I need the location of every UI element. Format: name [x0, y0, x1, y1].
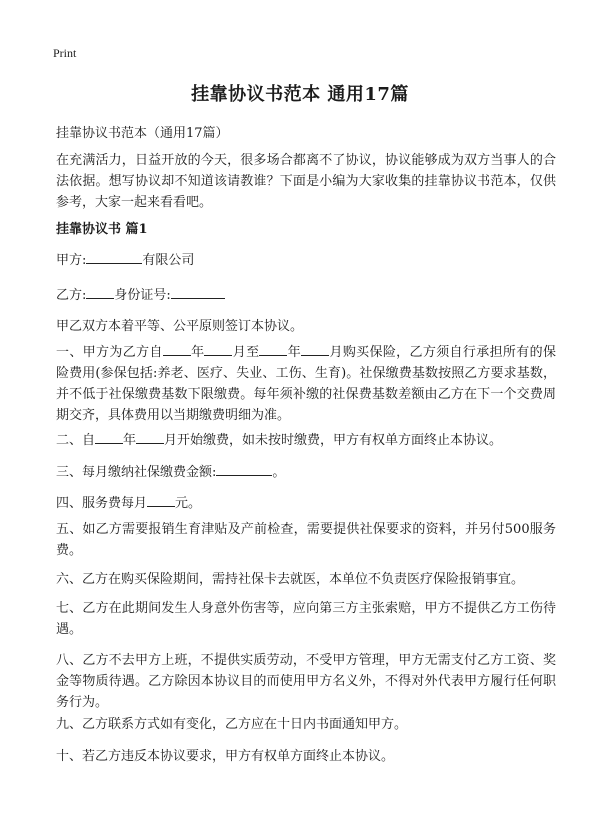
clause-7: 七、乙方在此期间发生人身意外伤害等，应向第三方主张索赔，甲方不提供乙方工伤待遇。 [56, 601, 556, 637]
party-b-label: 乙方: [56, 288, 87, 303]
clause-1-text-c: 月至 [232, 345, 260, 360]
party-a-blank [86, 251, 142, 264]
clause-2-text-b: 年 [123, 433, 137, 448]
clause-3-text-a: 三、每月缴纳社保缴费金额: [56, 465, 217, 480]
clause-1 [56, 342, 556, 426]
clause-8: 八、乙方不去甲方上班，不提供实质劳动，不受甲方管理，甲方无需支付乙方工资、奖金等物质待遇。乙方除因本协议目的而使用甲方名义外，不得对外代表甲方履行任何职务行为。 [56, 653, 556, 710]
clause-2-text-c: 月开始缴费，如未按时缴费，甲方有权单方面终止本协议。 [164, 433, 503, 448]
document-subtitle: 挂靠协议书范本（通用17篇） [56, 126, 229, 141]
clause-3-blank-amount [216, 463, 272, 476]
clause-3 [56, 461, 285, 480]
clause-2 [56, 429, 502, 448]
clause-1-blank-month-start [204, 343, 232, 356]
clause-10: 十、若乙方违反本协议要求，甲方有权单方面终止本协议。 [56, 749, 395, 764]
clause-5: 五、如乙方需要报销生育津贴及产前检查，需要提供社保要求的资料，并另付500服务费。 [56, 522, 556, 558]
page-title: 挂靠协议书范本 通用17篇 [191, 84, 409, 105]
clause-1-blank-month-end [301, 343, 329, 356]
party-a-suffix: 有限公司 [142, 253, 195, 268]
clause-4-text-b: 元。 [175, 496, 202, 511]
clause-2-text-a: 二、自 [56, 433, 96, 448]
section-heading: 挂靠协议书 篇1 [56, 222, 148, 237]
clause-1-blank-year-end [259, 343, 287, 356]
clause-1-text-b: 年 [190, 345, 205, 360]
intro-paragraph: 在充满活力，日益开放的今天，很多场合都离不了协议，协议能够成为双方当事人的合法依据。想写协议却不知道该请教谁？下面是小编为大家收集的挂靠协议书范本，仅供参考，大家一起来看看吧。 [56, 153, 556, 210]
clause-1-text-d: 年 [287, 345, 302, 360]
clause-opening: 甲乙双方本着平等、公平原则签订本协议。 [56, 319, 304, 334]
clause-1-blank-year-start [163, 343, 191, 356]
clause-6: 六、乙方在购买保险期间，需持社保卡去就医，本单位不负责医疗保险报销事宜。 [56, 572, 525, 587]
party-b-line [56, 284, 225, 303]
clause-9: 九、乙方联系方式如有变化，乙方应在十日内书面通知甲方。 [56, 717, 408, 732]
clause-2-blank-month [136, 431, 164, 444]
print-link[interactable]: Print [53, 46, 77, 60]
clause-4 [56, 492, 201, 511]
clause-1-text-e: 月购买保险，乙方须自行承担所有的 [329, 345, 543, 360]
party-b-id-label: 身份证号: [114, 288, 171, 303]
party-b-blank [86, 286, 114, 299]
id-number-blank [171, 286, 225, 299]
clause-2-blank-year [95, 431, 123, 444]
party-a-label: 甲方: [56, 253, 87, 268]
clause-1-text-a: 一、甲方为乙方自 [56, 345, 163, 360]
clause-4-text-a: 四、服务费每月 [56, 496, 148, 511]
clause-4-blank-fee [147, 494, 175, 507]
clause-3-text-b: 。 [272, 465, 286, 480]
party-a-line [56, 249, 194, 268]
clause-1-text-rest: 保险费用(参保包括:养老、医疗、失业、工伤、生育)。社保缴费基数按照乙方要求基数，并不低于社保缴费基数下限缴费。每年须补缴的社保费基数差额由乙方在下一个交费周期交齐，具体费用以当期缴费明细为准。 [56, 345, 556, 423]
